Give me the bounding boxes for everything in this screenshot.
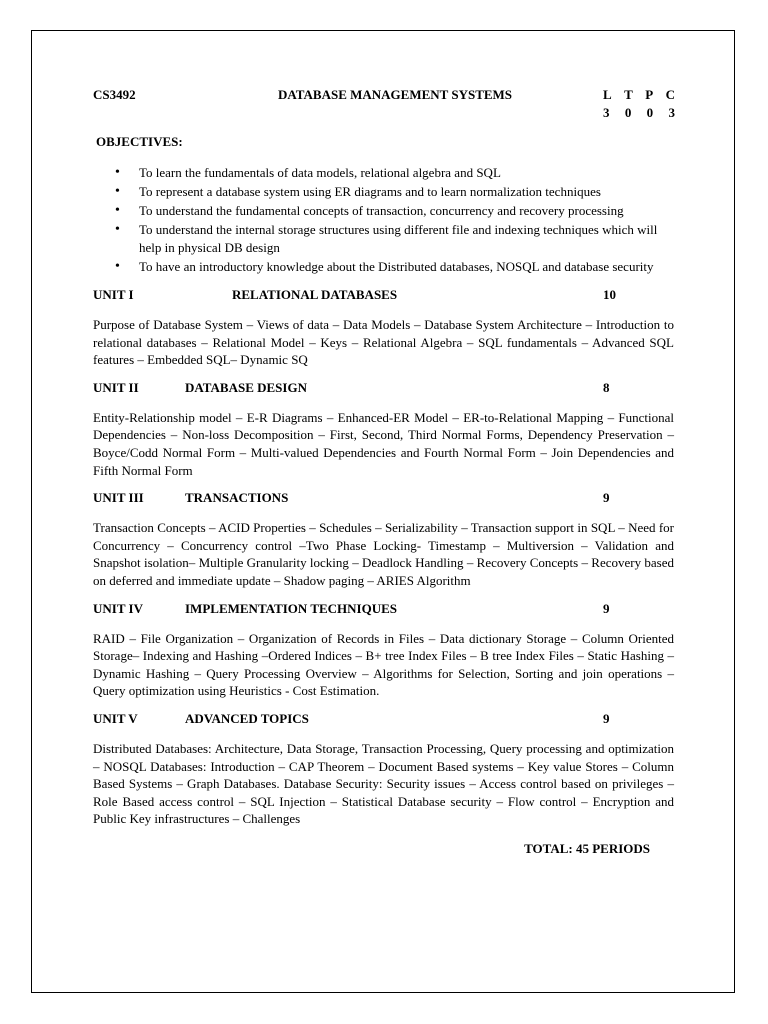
ltpc-label-l: L <box>603 87 612 102</box>
syllabus-content <box>93 86 674 858</box>
unit-description: RAID – File Organization – Organization of Records in Files – Data dictionary Storage – Column Oriented Storage– Indexing and Hashing –Ordered Indices – B+ tree Index Files – B tree Index Files – Static Hashing – Dynamic Hashing – Query Processing Overview – Algorithms for Selection, Sorting and join operations – Query optimization using Heuristics - Cost Estimation. <box>93 630 674 699</box>
total-periods: TOTAL: 45 PERIODS <box>524 840 650 856</box>
course-title: DATABASE MANAGEMENT SYSTEMS <box>278 87 513 102</box>
unit-number: UNIT V <box>93 710 138 726</box>
ltpc-labels-row <box>603 86 675 104</box>
ltpc-block <box>603 86 675 122</box>
unit-heading <box>93 379 674 397</box>
course-header <box>93 86 674 122</box>
unit-hours: 10 <box>603 287 616 302</box>
unit-heading <box>93 286 674 304</box>
objective-item: • To understand the internal storage structures using different file and indexing techniques which will help in physical DB design <box>93 221 674 257</box>
unit-number: UNIT I <box>93 287 134 302</box>
ltpc-values-row <box>603 104 675 122</box>
unit-title: TRANSACTIONS <box>185 490 289 506</box>
unit-title: RELATIONAL DATABASES <box>232 287 398 302</box>
ltpc-value-c: 3 <box>668 105 675 120</box>
unit-heading <box>93 600 674 618</box>
objective-item: • To represent a database system using ER diagrams and to learn normalization techniques <box>93 183 674 201</box>
ltpc-value-t: 0 <box>624 105 632 120</box>
unit-4-section <box>93 600 674 700</box>
objectives-heading: OBJECTIVES: <box>96 134 183 149</box>
unit-3-section <box>93 489 674 589</box>
unit-description: Distributed Databases: Architecture, Data Storage, Transaction Processing, Query processing and optimization – NOSQL Databases: Introduction – CAP Theorem – Document Based systems – Key value Stores – Column Based Systems – Graph Databases. Database Security: Security issues – Access control based on privileges – Role Based access control – SQL Injection – Statistical Database security – Flow control – Encryption and Public Key infrastructures – Challenges <box>93 740 674 827</box>
unit-title: IMPLEMENTATION TECHNIQUES <box>185 600 398 616</box>
unit-description: Purpose of Database System – Views of data – Data Models – Database System Architecture – Introduction to relational databases – Relational Model – Keys – Relational Algebra – SQL fundamentals – Advanced SQL features – Embedded SQL– Dynamic SQ <box>93 317 674 368</box>
unit-number: UNIT II <box>93 379 139 395</box>
objective-item: • To learn the fundamentals of data models, relational algebra and SQL <box>93 164 674 182</box>
unit-heading <box>93 489 674 507</box>
unit-title: ADVANCED TOPICS <box>185 710 309 726</box>
unit-hours: 9 <box>603 490 610 506</box>
ltpc-label-t: T <box>624 87 633 102</box>
ltpc-label-p: P <box>645 87 654 102</box>
unit-hours: 8 <box>603 379 610 395</box>
unit-title: DATABASE DESIGN <box>185 379 307 395</box>
unit-number: UNIT IV <box>93 600 143 616</box>
unit-heading <box>93 710 674 728</box>
objectives-list <box>93 164 674 276</box>
unit-number: UNIT III <box>93 490 144 506</box>
objective-item: • To understand the fundamental concepts of transaction, concurrency and recovery processing <box>93 202 674 220</box>
unit-description: Transaction Concepts – ACID Properties – Schedules – Serializability – Transaction support in SQL – Need for Concurrency – Concurrency control –Two Phase Locking- Timestamp – Multiversion – Validation and Snapshot isolation– Multiple Granularity locking – Deadlock Handling – Recovery Concepts – Recovery based on deferred and immediate update – Shadow paging – ARIES Algorithm <box>93 520 674 588</box>
ltpc-label-c: C <box>665 87 675 102</box>
unit-hours: 9 <box>603 710 610 726</box>
unit-1-section <box>93 286 674 369</box>
unit-5-section <box>93 710 674 828</box>
unit-hours: 9 <box>603 600 610 616</box>
course-code: CS3492 <box>93 87 136 102</box>
ltpc-value-l: 3 <box>603 105 610 120</box>
ltpc-value-p: 0 <box>646 105 654 120</box>
unit-2-section <box>93 379 674 479</box>
unit-description: Entity-Relationship model – E-R Diagrams – Enhanced-ER Model – ER-to-Relational Mapping – Functional Dependencies – Non-loss Decomposition – First, Second, Third Normal Forms, Dependency Preservation – Boyce/Codd Normal Form – Multi-valued Dependencies and Fourth Normal Form – Join Dependencies and Fifth Normal Form <box>93 409 674 478</box>
objective-item: • To have an introductory knowledge about the Distributed databases, NOSQL and database security <box>93 258 674 276</box>
